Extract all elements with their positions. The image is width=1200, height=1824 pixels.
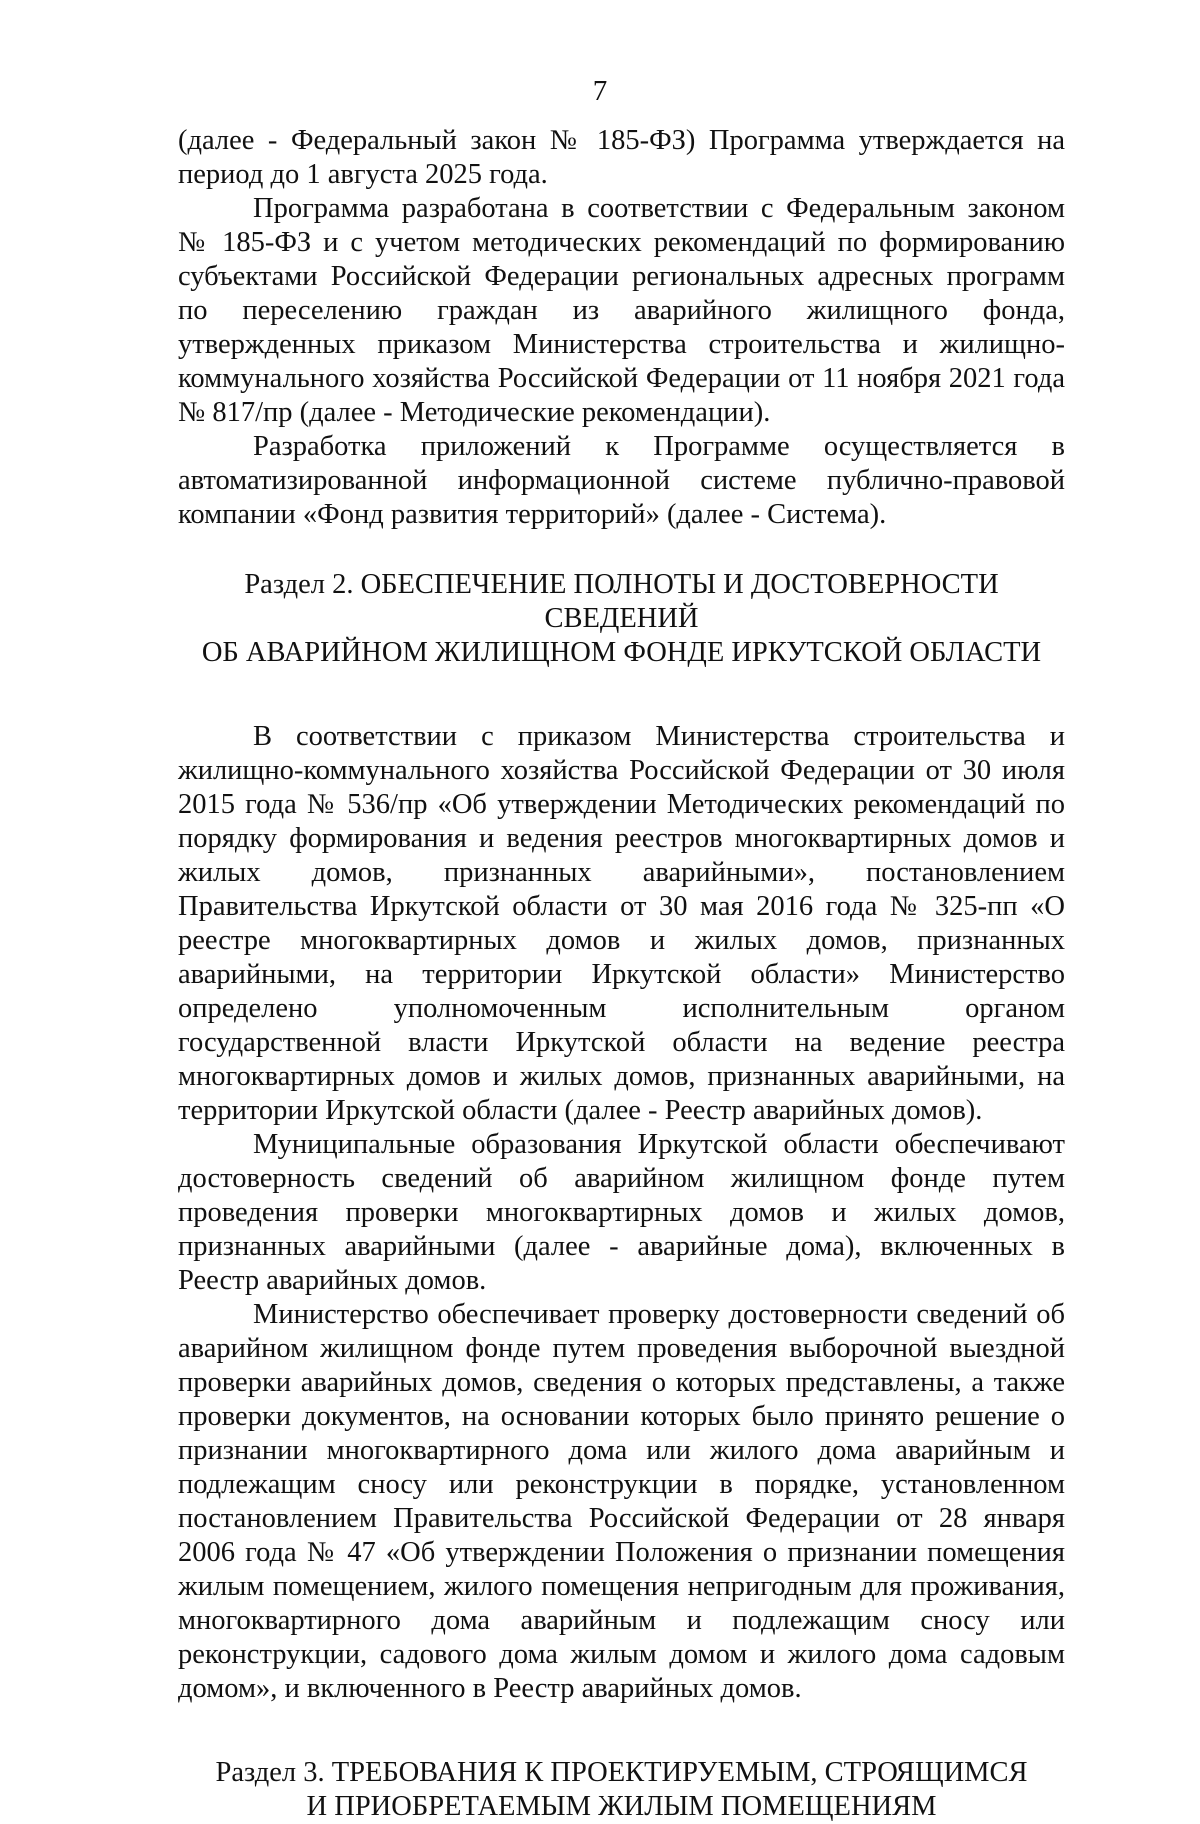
section-2-paragraph-2: Муниципальные образования Иркутской области обеспечивают достоверность сведений об аварийном жилищном фонде путем проведения проверки многоквартирных домов и жилых домов, признанных аварийными (далее - аварийные дома), включенных в Реестр аварийных домов. [178,1129,1065,1296]
section-2-paragraph-1: В соответствии с приказом Министерства строительства и жилищно-коммунального хозяйства Российской Федерации от 30 июля 2015 года № 536/пр «Об утверждении Методических рекомендаций по порядку формирования и ведения реестров многоквартирных домов и жилых домов, признанных аварийными», постановлением Правительства Иркутской области от 30 мая 2016 года № 325-пп «О реестре многоквартирных домов и жилых домов, признанных аварийными, на территории Иркутской области» Министерство определено уполномоченным исполнительным органом государственной власти Иркутской области на ведение реестра многоквартирных домов и жилых домов, признанных аварийными, на территории Иркутской области (далее - Реестр аварийных домов). [178,721,1065,1126]
section-3-heading-line-1: Раздел 3. ТРЕБОВАНИЯ К ПРОЕКТИРУЕМЫМ, СТРОЯЩИМСЯ [215,1757,1028,1788]
section-2-heading [178,568,1065,670]
intro-paragraph-2: Программа разработана в соответствии с Федеральным законом № 185-ФЗ и с учетом методических рекомендаций по формированию субъектами Российской Федерации региональных адресных программ по переселению граждан из аварийного жилищного фонда, утвержденных приказом Министерства строительства и жилищно-коммунального хозяйства Российской Федерации от 11 ноября 2021 года № 817/пр (далее - Методические рекомендации). [178,193,1065,428]
section-3-heading-line-2: И ПРИОБРЕТАЕМЫМ ЖИЛЫМ ПОМЕЩЕНИЯМ [306,1791,937,1822]
section-2-heading-line-2: ОБ АВАРИЙНОМ ЖИЛИЩНОМ ФОНДЕ ИРКУТСКОЙ ОБЛАСТИ [201,637,1042,668]
document-body [178,124,1065,1824]
intro-paragraph-3: Разработка приложений к Программе осуществляется в автоматизированной информационной системе публично-правовой компании «Фонд развития территорий» (далее - Система). [178,431,1065,530]
section-2-heading-line-1: Раздел 2. ОБЕСПЕЧЕНИЕ ПОЛНОТЫ И ДОСТОВЕРНОСТИ СВЕДЕНИЙ [244,569,999,634]
section-3-heading [178,1756,1065,1824]
page-number: 7 [592,75,608,107]
intro-paragraph-1: (далее - Федеральный закон № 185-ФЗ) Программа утверждается на период до 1 августа 2025 года. [178,125,1065,190]
section-2-paragraph-3: Министерство обеспечивает проверку достоверности сведений об аварийном жилищном фонде путем проведения выборочной выездной проверки аварийных домов, сведения о которых представлены, а также проверки документов, на основании которых было принято решение о признании многоквартирного дома или жилого дома аварийным и подлежащим сносу или реконструкции в порядке, установленном постановлением Правительства Российской Федерации от 28 января 2006 года № 47 «Об утверждении Положения о признании помещения жилым помещением, жилого помещения непригодным для проживания, многоквартирного дома аварийным и подлежащим сносу или реконструкции, садового дома жилым домом и жилого дома садовым домом», и включенного в Реестр аварийных домов. [178,1299,1065,1704]
